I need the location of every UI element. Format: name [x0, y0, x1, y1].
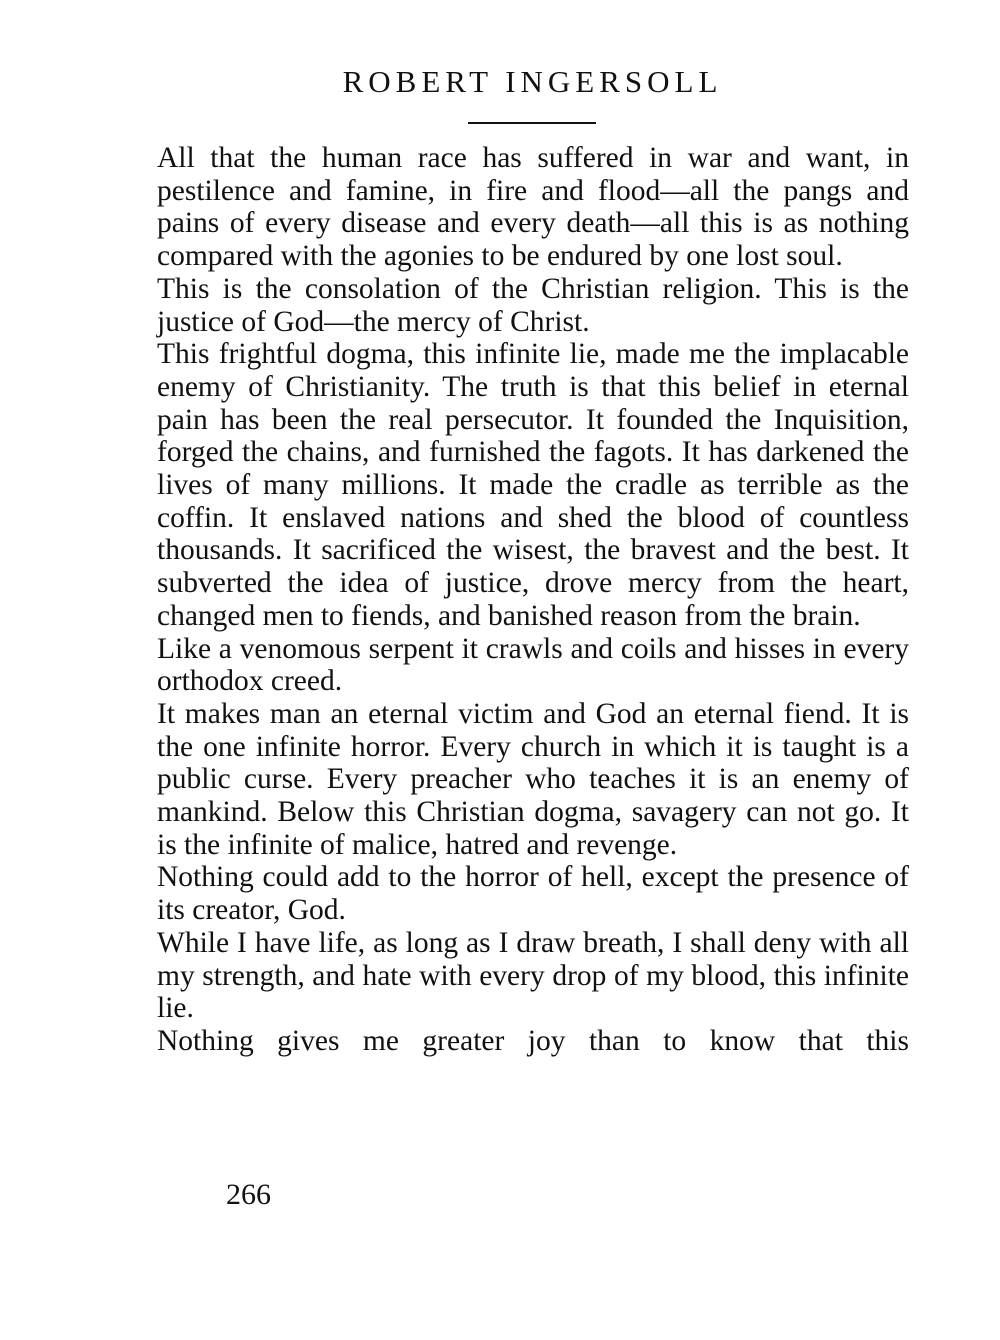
paragraph-eternal-victim: It makes man an eternal victim and God an eternal fiend. It is the one infinite horror. Every church in which it is taught is a public curse. Every preacher who teaches it is an enemy of mankind. Below this Christian dogma, savagery can not go. It is the infinite of malice, hatred and revenge.	[157, 697, 909, 861]
paragraph-while-i-have-life: While I have life, as long as I draw breath, I shall deny with all my strength, and hate with every drop of my blood, this infinite lie.	[157, 926, 909, 1025]
header-rule	[468, 122, 596, 124]
page-number: 266	[226, 1178, 271, 1211]
paragraph-consolation: This is the consolation of the Christian religion. This is the justice of God—the mercy of Christ.	[157, 272, 909, 338]
paragraph-frightful-dogma: This frightful dogma, this infinite lie, made me the implacable enemy of Christianity. The truth is that this belief in eternal pain has been the real persecutor. It founded the Inquisition, forged the chains, and furnished the fagots. It has darkened the lives of many millions. It made the cradle as terrible as the coffin. It enslaved nations and shed the blood of countless thousands. It sacrificed the wisest, the bravest and the best. It subverted the idea of justice, drove mercy from the heart, changed men to fiends, and banished reason from the brain.	[157, 338, 909, 632]
paragraph-lost-soul: All that the human race has suffered in war and want, in pestilence and famine, in fire and flood—all the pangs and pains of every disease and every death—all this is as nothing compared with the agonies to be endured by one lost soul.	[157, 142, 909, 273]
page-body	[157, 142, 909, 1058]
running-head-title: ROBERT INGERSOLL	[342, 64, 723, 99]
paragraph-greater-joy: Nothing gives me greater joy than to know that this	[157, 1024, 909, 1057]
paragraph-horror-of-hell: Nothing could add to the horror of hell, except the presence of its creator, God.	[157, 861, 909, 927]
paragraph-venomous-serpent: Like a venomous serpent it crawls and coils and hisses in every orthodox creed.	[157, 632, 909, 698]
